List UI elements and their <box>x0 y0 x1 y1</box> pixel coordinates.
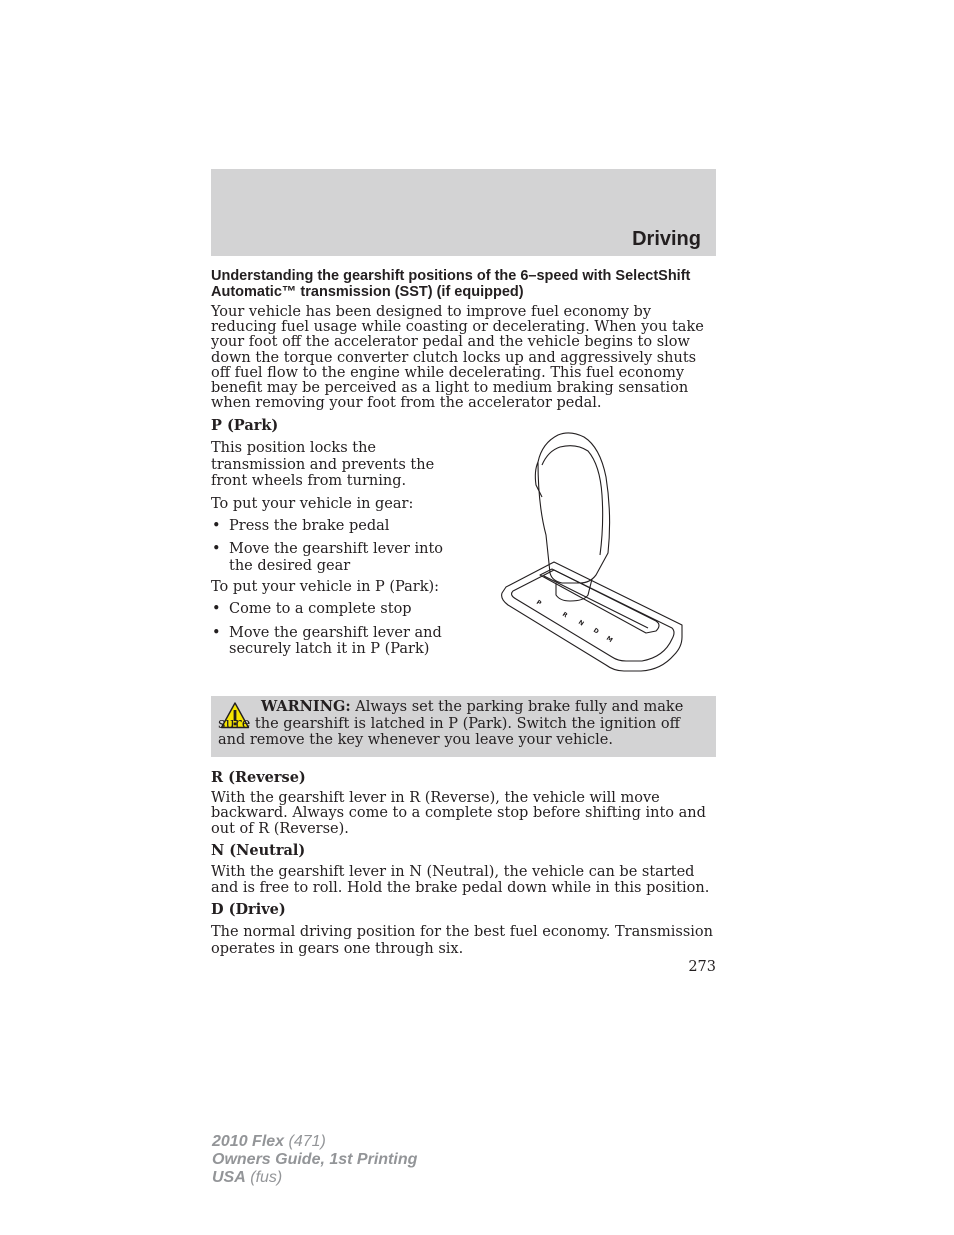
drive-text: The normal driving position for the best fuel economy. Transmission operates in gears one through six. <box>211 924 713 958</box>
park-section <box>211 418 466 658</box>
park-title: P (Park) <box>211 417 279 434</box>
section-header-band <box>211 169 716 256</box>
page-number: 273 <box>688 959 716 975</box>
reverse-text: With the gearshift lever in R (Reverse), the vehicle will move backward. Always come to a complete stop before shifting into and out of R (Reverse). <box>211 790 706 837</box>
gate-letter-n: N <box>576 618 585 628</box>
warning-text-block <box>218 699 696 749</box>
footer-region-code: (fus) <box>250 1169 283 1186</box>
gate-letter-p: P <box>534 598 543 608</box>
list-item: • Come to a complete stop <box>212 601 412 618</box>
intro-paragraph <box>211 305 716 411</box>
neutral-text: With the gearshift lever in N (Neutral), the vehicle can be started and is free to roll. Hold the brake pedal down while in this position. <box>211 864 710 897</box>
footer-model-code: (471) <box>288 1133 326 1150</box>
footer-guide: Owners Guide, 1st Printing <box>212 1151 418 1168</box>
gate-letter-m: M <box>604 634 614 645</box>
drive-title: D (Drive) <box>211 901 286 919</box>
gate-letter-d: D <box>591 626 600 636</box>
park-intro: To put your vehicle in P (Park): <box>211 579 440 596</box>
gear-intro: To put your vehicle in gear: <box>211 495 414 512</box>
gate-letter-r: R <box>560 610 569 620</box>
list-item-text: Come to a complete stop <box>229 601 412 618</box>
intro-text: Your vehicle has been designed to improve fuel economy by reducing fuel usage while coasting or decelerating. When you take your foot off the accelerator pedal and the vehicle begins to slow down the torque converter clutch locks up and aggressively shuts off fuel flow to the engine while decelerating. This fuel economy benefit may be perceived as a light to medium braking sensation when removing your foot from the accelerator pedal. <box>211 304 704 412</box>
warning-text: Always set the parking brake fully and make sure the gearshift is latched in P (Park). Switch the ignition off and remove the key whenever you leave your vehicle. <box>218 699 684 748</box>
warning-label: WARNING: <box>261 698 351 715</box>
print-footer <box>212 1133 417 1187</box>
footer-model: 2010 Flex <box>212 1133 285 1150</box>
park-description: This position locks the transmission and prevents the front wheels from turning. <box>211 440 435 490</box>
list-item: • Move the gearshift lever into the desired gear <box>212 541 444 574</box>
topic-heading: Understanding the gearshift positions of the 6–speed with SelectShift Automatic™ transmission (SST) (if equipped) <box>211 268 691 300</box>
list-item: • Move the gearshift lever and securely latch it in P (Park) <box>212 624 442 658</box>
list-item-text: Press the brake pedal <box>229 517 390 534</box>
neutral-title: N (Neutral) <box>211 841 306 859</box>
list-item: • Press the brake pedal <box>212 517 390 534</box>
reverse-title: R (Reverse) <box>211 769 306 786</box>
footer-region: USA <box>212 1169 246 1186</box>
list-item-text: Move the gearshift lever and securely latch it in P (Park) <box>229 624 442 658</box>
list-item-text: Move the gearshift lever into the desired gear <box>229 541 444 574</box>
warning-box <box>211 696 716 757</box>
reverse-section <box>211 770 716 958</box>
section-title: Driving <box>632 228 701 250</box>
gearshift-lever-illustration <box>496 425 688 673</box>
